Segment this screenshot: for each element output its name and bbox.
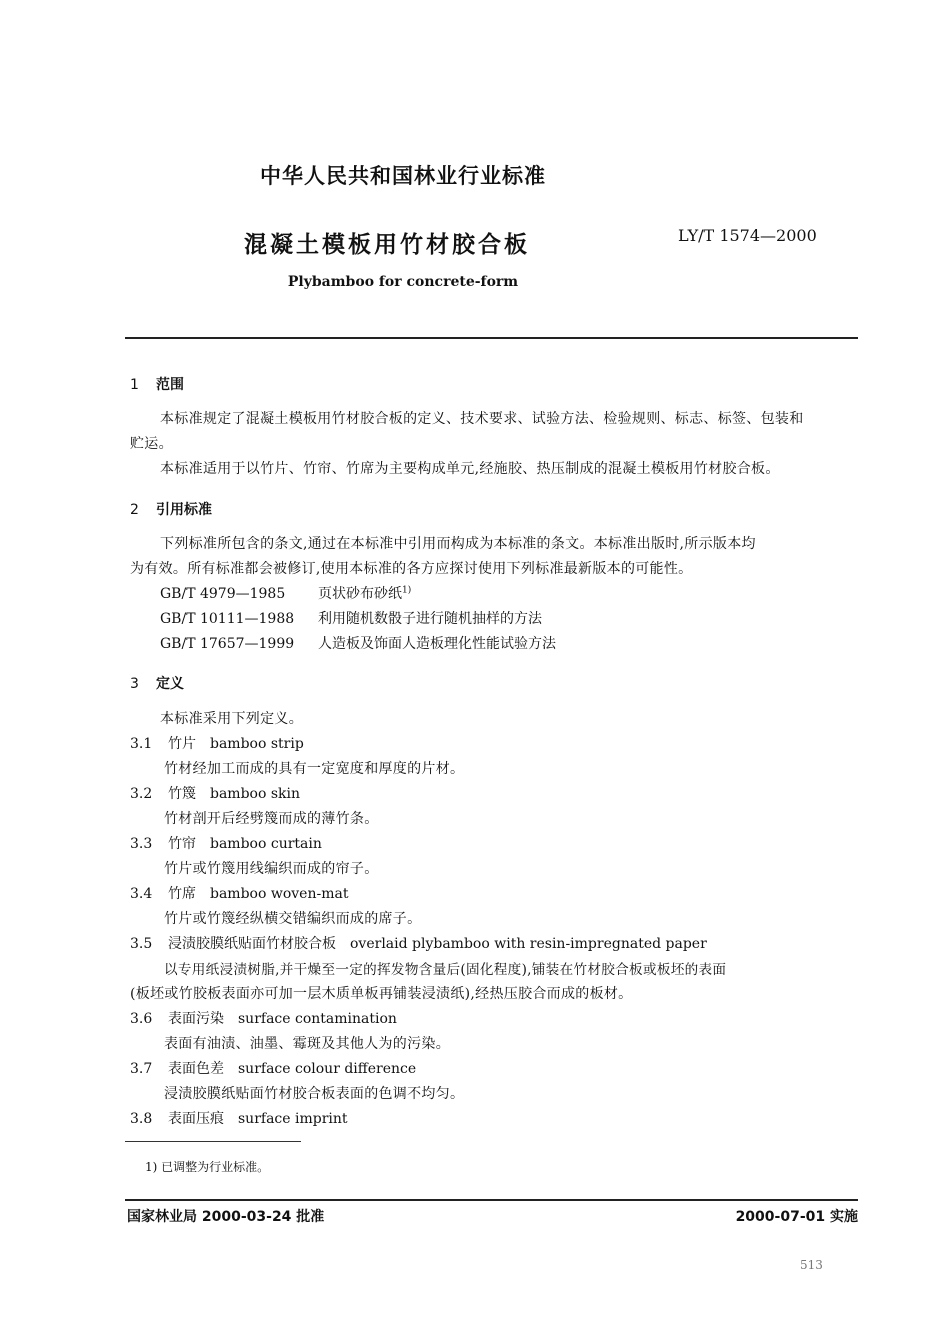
header-divider: [125, 337, 858, 339]
definition-number: 3.1: [130, 736, 153, 752]
definition-term: [130, 1008, 397, 1028]
definition-term-zh: 表面压痕: [168, 1111, 224, 1127]
definition-number: 3.7: [130, 1061, 153, 1077]
definition-term: [130, 833, 322, 853]
definition-term: [130, 933, 707, 953]
section-title: 引用标准: [156, 502, 212, 518]
section-number: 2: [130, 502, 139, 518]
definition-term: [130, 1058, 416, 1078]
section-1-paragraph-1-line-1: 本标准规定了混凝土模板用竹材胶合板的定义、技术要求、试验方法、检验规则、标志、标签、包装和: [160, 411, 804, 427]
section-1-heading: [130, 374, 184, 394]
reference-title: 利用随机数骰子进行随机抽样的方法: [318, 611, 542, 627]
definition-description: 竹片或竹篾用线编织而成的帘子。: [164, 861, 379, 877]
definition-description: 表面有油渍、油墨、霉斑及其他人为的污染。: [164, 1036, 450, 1052]
definition-term-en: surface imprint: [238, 1111, 348, 1127]
definition-term: [130, 783, 300, 803]
footnote-marker: 1): [402, 585, 412, 596]
definition-term-zh: 竹篾: [168, 786, 196, 802]
standard-code: LY/T 1574—2000: [678, 226, 817, 245]
footnote: 1) 已调整为行业标准。: [145, 1160, 270, 1174]
section-title: 定义: [156, 676, 184, 692]
footnote-divider: [125, 1141, 301, 1142]
definition-term-zh: 表面色差: [168, 1061, 224, 1077]
approval-date: 国家林业局 2000-03-24 批准: [127, 1209, 325, 1225]
definition-term-en: overlaid plybamboo with resin-impregnated paper: [350, 936, 707, 952]
reference-item: [160, 583, 411, 603]
section-1-paragraph-1-line-2: 贮运。: [130, 436, 173, 452]
definition-term-zh: 竹帘: [168, 836, 196, 852]
definition-term-zh: 竹席: [168, 886, 196, 902]
definition-number: 3.6: [130, 1011, 153, 1027]
section-number: 3: [130, 676, 139, 692]
section-2-heading: [130, 499, 212, 519]
document-title: 混凝土模板用竹材胶合板: [244, 232, 530, 258]
definition-description: 竹片或竹篾经纵横交错编织而成的席子。: [164, 911, 422, 927]
definition-term-en: bamboo woven-mat: [210, 886, 349, 902]
section-title: 范围: [156, 377, 184, 393]
definition-term-en: bamboo curtain: [210, 836, 322, 852]
definition-description: 浸渍胶膜纸贴面竹材胶合板表面的色调不均匀。: [164, 1086, 465, 1102]
page-number: 513: [800, 1258, 823, 1272]
definition-term-zh: 表面污染: [168, 1011, 224, 1027]
reference-code: GB/T 4979—1985: [160, 586, 286, 602]
definition-term: [130, 1108, 348, 1128]
section-3-intro: 本标准采用下列定义。: [160, 711, 303, 727]
definition-term-en: surface colour difference: [238, 1061, 417, 1077]
definition-term-en: surface contamination: [238, 1011, 397, 1027]
definition-term-en: bamboo skin: [210, 786, 301, 802]
reference-title: 页状砂布砂纸: [318, 586, 402, 602]
definition-number: 3.8: [130, 1111, 153, 1127]
section-1-paragraph-2: 本标准适用于以竹片、竹帘、竹席为主要构成单元,经施胶、热压制成的混凝土模板用竹材胶合板。: [160, 461, 780, 477]
definition-number: 3.4: [130, 886, 153, 902]
definition-description-line-1: 以专用纸浸渍树脂,并干燥至一定的挥发物含量后(固化程度),铺装在竹材胶合板或板坯的表面: [164, 962, 727, 978]
reference-code: GB/T 17657—1999: [160, 636, 295, 652]
reference-item: [160, 633, 556, 653]
definition-term: [130, 883, 348, 903]
reference-item: [160, 608, 542, 628]
definition-term-en: bamboo strip: [210, 736, 304, 752]
standard-org-title: 中华人民共和国林业行业标准: [260, 164, 546, 188]
section-2-paragraph-line-2: 为有效。所有标准都会被修订,使用本标准的各方应探讨使用下列标准最新版本的可能性。: [130, 561, 693, 577]
definition-description: 竹材经加工而成的具有一定宽度和厚度的片材。: [164, 761, 465, 777]
definition-term-zh: 竹片: [168, 736, 196, 752]
implementation-date: 2000-07-01 实施: [735, 1209, 858, 1225]
section-2-paragraph-line-1: 下列标准所包含的条文,通过在本标准中引用而构成为本标准的条文。本标准出版时,所示版本均: [160, 536, 756, 552]
definition-number: 3.2: [130, 786, 153, 802]
reference-title: 人造板及饰面人造板理化性能试验方法: [318, 636, 556, 652]
footer-divider: [125, 1199, 858, 1201]
definition-term: [130, 733, 304, 753]
document-title-english: Plybamboo for concrete-form: [287, 274, 519, 290]
definition-number: 3.5: [130, 936, 153, 952]
section-number: 1: [130, 377, 139, 393]
section-3-heading: [130, 673, 184, 693]
definition-number: 3.3: [130, 836, 153, 852]
reference-code: GB/T 10111—1988: [160, 611, 295, 627]
definition-description-line-2: (板坯或竹胶板表面亦可加一层木质单板再铺装浸渍纸),经热压胶合而成的板材。: [130, 986, 633, 1002]
definition-term-zh: 浸渍胶膜纸贴面竹材胶合板: [168, 936, 336, 952]
definition-description: 竹材剖开后经劈篾而成的薄竹条。: [164, 811, 379, 827]
